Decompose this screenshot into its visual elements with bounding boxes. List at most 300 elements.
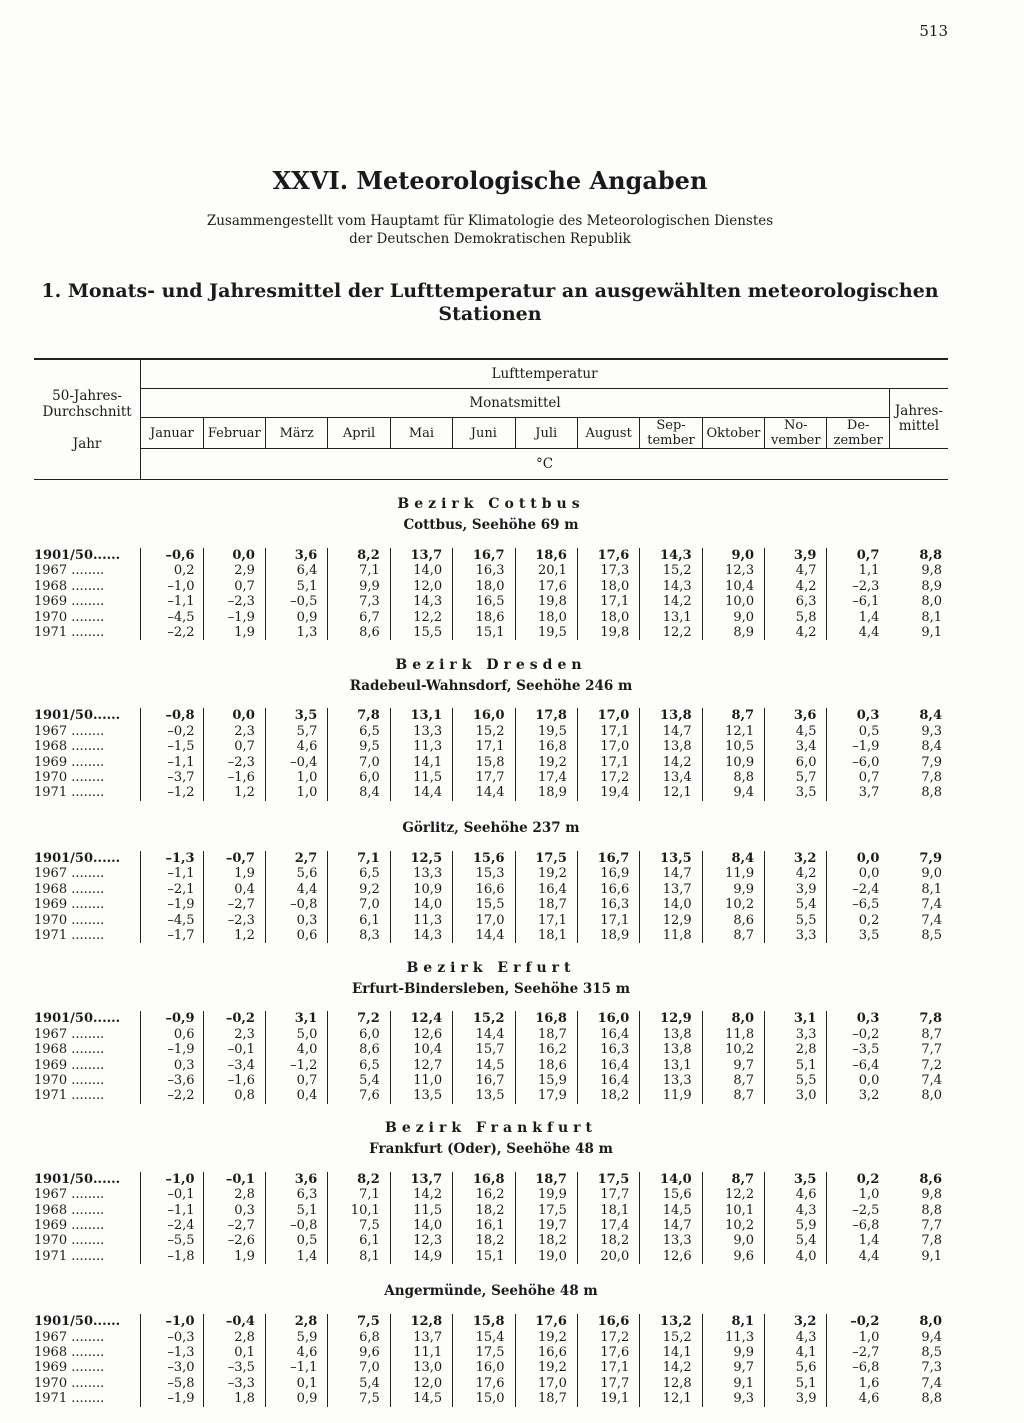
month-value-cell: 17,5 bbox=[515, 1203, 577, 1218]
month-value-cell: 16,5 bbox=[453, 594, 515, 609]
table-row bbox=[34, 1027, 948, 1042]
annual-mean-cell: 8,8 bbox=[919, 548, 942, 563]
month-value-cell: 14,2 bbox=[640, 1360, 702, 1375]
month-value-cell: 18,7 bbox=[515, 1172, 577, 1187]
unit-header: °C bbox=[141, 449, 948, 480]
table-row bbox=[34, 708, 948, 723]
station-row bbox=[34, 676, 948, 708]
month-value-cell: 16,8 bbox=[515, 1011, 577, 1026]
month-value-cell: –2,7 bbox=[203, 897, 265, 912]
month-value-cell: 16,3 bbox=[577, 1042, 639, 1057]
month-value-cell: –0,1 bbox=[203, 1172, 265, 1187]
page-number: 513 bbox=[919, 22, 948, 40]
month-value-cell: 1,2 bbox=[203, 785, 265, 800]
month-value-cell: 16,6 bbox=[453, 882, 515, 897]
year-header-line-2: Durchschnitt bbox=[42, 403, 132, 420]
month-value-cell: 7,5 bbox=[328, 1218, 390, 1233]
month-value-cell: 1,1 bbox=[827, 563, 889, 578]
month-value-cell: 8,7 bbox=[702, 1172, 764, 1187]
station-row bbox=[34, 1264, 948, 1314]
table-row bbox=[34, 739, 948, 754]
month-value-cell: –1,1 bbox=[167, 866, 195, 882]
month-value-cell: –6,0 bbox=[827, 755, 889, 770]
month-value-cell: 12,1 bbox=[640, 785, 702, 800]
month-value-cell: 16,7 bbox=[453, 1073, 515, 1088]
month-value-cell: –1,9 bbox=[167, 1042, 195, 1058]
table-row bbox=[34, 897, 948, 912]
table-row bbox=[34, 1172, 948, 1187]
month-value-cell: 14,0 bbox=[390, 897, 452, 912]
month-value-cell: 12,8 bbox=[640, 1376, 702, 1391]
table-row bbox=[34, 1042, 948, 1057]
month-header-line-1: Mai bbox=[408, 425, 435, 441]
annual-mean-cell: 7,8 bbox=[921, 770, 942, 786]
month-value-cell: 13,2 bbox=[640, 1314, 702, 1329]
table-row bbox=[34, 1360, 948, 1375]
month-header-line-1: Juni bbox=[470, 425, 497, 441]
month-value-cell: 14,3 bbox=[640, 548, 702, 563]
month-value-cell: 19,0 bbox=[515, 1249, 577, 1264]
month-header bbox=[640, 418, 702, 449]
table-row bbox=[34, 928, 948, 943]
month-value-cell: 3,1 bbox=[265, 1011, 327, 1026]
month-value-cell: 18,0 bbox=[453, 579, 515, 594]
month-value-cell: 12,2 bbox=[702, 1187, 764, 1202]
month-value-cell: 0,5 bbox=[265, 1233, 327, 1248]
month-value-cell: –3,3 bbox=[203, 1376, 265, 1391]
month-value-cell: 8,9 bbox=[702, 625, 764, 640]
month-value-cell: 8,1 bbox=[328, 1249, 390, 1264]
month-value-cell: 8,7 bbox=[702, 928, 764, 943]
month-value-cell: 17,5 bbox=[577, 1172, 639, 1187]
month-value-cell: 18,2 bbox=[453, 1203, 515, 1218]
month-value-cell: 0,7 bbox=[265, 1073, 327, 1088]
month-value-cell: 1,4 bbox=[827, 1233, 889, 1248]
month-value-cell: –2,1 bbox=[167, 881, 195, 897]
month-value-cell: 2,8 bbox=[265, 1314, 327, 1329]
annual-mean-cell: 7,3 bbox=[921, 1360, 942, 1376]
month-value-cell: –3,5 bbox=[827, 1042, 889, 1057]
month-value-cell: –0,6 bbox=[165, 548, 195, 563]
month-value-cell: 0,3 bbox=[265, 913, 327, 928]
month-value-cell: 20,0 bbox=[577, 1249, 639, 1264]
station-heading: Radebeul-Wahnsdorf, Seehöhe 246 m bbox=[349, 677, 633, 694]
month-value-cell: 13,3 bbox=[390, 866, 452, 881]
month-value-cell: 12,9 bbox=[640, 1011, 702, 1026]
month-value-cell: 17,5 bbox=[453, 1345, 515, 1360]
month-value-cell: 3,6 bbox=[265, 548, 327, 563]
month-value-cell: 8,0 bbox=[702, 1011, 764, 1026]
year-cell: 1901/50...... bbox=[34, 1172, 141, 1187]
month-value-cell: 4,2 bbox=[765, 866, 827, 881]
month-value-cell: 16,4 bbox=[577, 1027, 639, 1042]
year-cell: 1901/50...... bbox=[34, 1011, 141, 1026]
month-value-cell: 14,7 bbox=[640, 1218, 702, 1233]
month-value-cell: 0,8 bbox=[203, 1088, 265, 1103]
month-value-cell: 1,4 bbox=[265, 1249, 327, 1264]
jahresmittel-header bbox=[889, 389, 948, 449]
month-value-cell: 13,7 bbox=[390, 1330, 452, 1345]
subtitle-line-2: der Deutschen Demokratischen Republik bbox=[349, 231, 631, 247]
month-value-cell: 1,8 bbox=[203, 1391, 265, 1406]
month-value-cell: 13,7 bbox=[640, 882, 702, 897]
month-value-cell: 18,2 bbox=[577, 1088, 639, 1103]
month-value-cell: 14,3 bbox=[390, 594, 452, 609]
month-value-cell: 5,6 bbox=[765, 1360, 827, 1375]
month-value-cell: 6,3 bbox=[765, 594, 827, 609]
month-value-cell: 0,0 bbox=[203, 708, 265, 723]
month-value-cell: 16,2 bbox=[515, 1042, 577, 1057]
month-value-cell: 13,1 bbox=[640, 610, 702, 625]
month-header bbox=[515, 418, 577, 449]
annual-mean-cell: 8,1 bbox=[921, 609, 942, 625]
month-header-line-2: vember bbox=[770, 433, 821, 448]
month-value-cell: 10,4 bbox=[702, 579, 764, 594]
annual-mean-cell: 7,4 bbox=[921, 1375, 942, 1391]
annual-mean-cell: 8,8 bbox=[921, 1391, 942, 1407]
month-value-cell: 16,2 bbox=[453, 1187, 515, 1202]
month-value-cell: 1,3 bbox=[265, 625, 327, 640]
month-value-cell: 4,0 bbox=[765, 1249, 827, 1264]
month-value-cell: 5,0 bbox=[265, 1027, 327, 1042]
month-value-cell: 5,1 bbox=[765, 1376, 827, 1391]
month-value-cell: 12,5 bbox=[390, 851, 452, 866]
section-title-line-1: 1. Monats- und Jahresmittel der Lufttemperatur an ausgewählten meteorologischen bbox=[41, 280, 939, 302]
table-row bbox=[34, 724, 948, 739]
month-value-cell: 8,1 bbox=[702, 1314, 764, 1329]
month-value-cell: 11,3 bbox=[390, 739, 452, 754]
station-heading: Görlitz, Seehöhe 237 m bbox=[402, 820, 580, 837]
month-value-cell: 4,6 bbox=[265, 1345, 327, 1360]
month-value-cell: 10,9 bbox=[702, 755, 764, 770]
annual-mean-cell: 8,0 bbox=[921, 594, 942, 610]
month-value-cell: 8,6 bbox=[702, 913, 764, 928]
month-value-cell: 13,8 bbox=[640, 1027, 702, 1042]
month-value-cell: 8,2 bbox=[328, 1172, 390, 1187]
month-value-cell: 14,4 bbox=[453, 785, 515, 800]
month-value-cell: 16,4 bbox=[577, 1073, 639, 1088]
month-header bbox=[827, 418, 889, 449]
month-value-cell: 0,7 bbox=[827, 548, 889, 563]
table-row bbox=[34, 548, 948, 563]
table-row bbox=[34, 755, 948, 770]
month-value-cell: 17,6 bbox=[577, 548, 639, 563]
month-value-cell: 19,8 bbox=[577, 625, 639, 640]
month-value-cell: 0,2 bbox=[827, 913, 889, 928]
month-value-cell: 1,6 bbox=[827, 1376, 889, 1391]
month-header-line-1: De- bbox=[846, 418, 870, 433]
month-value-cell: 16,4 bbox=[577, 1058, 639, 1073]
month-value-cell: 17,0 bbox=[515, 1376, 577, 1391]
month-value-cell: 14,4 bbox=[453, 1027, 515, 1042]
year-cell: 1967 ........ bbox=[34, 866, 141, 881]
month-value-cell: 13,0 bbox=[390, 1360, 452, 1375]
year-column-header bbox=[34, 359, 141, 480]
month-value-cell: 14,5 bbox=[640, 1203, 702, 1218]
annual-mean-cell: 7,4 bbox=[921, 1072, 942, 1088]
month-value-cell: 6,1 bbox=[328, 1233, 390, 1248]
month-value-cell: 9,7 bbox=[702, 1058, 764, 1073]
month-value-cell: 16,4 bbox=[515, 882, 577, 897]
month-value-cell: 13,3 bbox=[390, 724, 452, 739]
table-row bbox=[34, 851, 948, 866]
month-value-cell: 2,3 bbox=[203, 1027, 265, 1042]
month-value-cell: 9,0 bbox=[702, 1233, 764, 1248]
month-value-cell: 17,1 bbox=[577, 1360, 639, 1375]
month-value-cell: 3,5 bbox=[765, 785, 827, 800]
month-value-cell: 15,4 bbox=[453, 1330, 515, 1345]
annual-mean-cell: 7,9 bbox=[919, 850, 942, 866]
month-value-cell: 0,9 bbox=[265, 610, 327, 625]
month-value-cell: 3,1 bbox=[765, 1011, 827, 1026]
month-value-cell: 7,1 bbox=[328, 851, 390, 866]
section-title bbox=[0, 280, 980, 326]
table-row bbox=[34, 610, 948, 625]
month-value-cell: 9,2 bbox=[328, 882, 390, 897]
month-value-cell: 3,5 bbox=[265, 708, 327, 723]
bezirk-heading: Bezirk Dresden bbox=[395, 656, 587, 673]
month-value-cell: 18,9 bbox=[515, 785, 577, 800]
year-cell: 1968 ........ bbox=[34, 882, 141, 897]
month-value-cell: 4,6 bbox=[827, 1391, 889, 1406]
month-value-cell: –1,7 bbox=[167, 927, 195, 943]
month-header-row bbox=[34, 418, 948, 449]
month-value-cell: –0,2 bbox=[203, 1011, 265, 1026]
month-value-cell: 10,1 bbox=[328, 1203, 390, 1218]
month-value-cell: –2,3 bbox=[827, 579, 889, 594]
bezirk-row bbox=[34, 943, 948, 979]
month-value-cell: 7,5 bbox=[328, 1391, 390, 1406]
annual-mean-cell: 9,3 bbox=[921, 723, 942, 739]
month-value-cell: 12,7 bbox=[390, 1058, 452, 1073]
jahresmittel-line-1: Jahres- bbox=[894, 402, 943, 419]
year-cell: 1971 ........ bbox=[34, 1249, 141, 1264]
month-value-cell: –0,8 bbox=[265, 897, 327, 912]
month-value-cell: 14,2 bbox=[640, 755, 702, 770]
month-value-cell: 8,7 bbox=[702, 708, 764, 723]
month-value-cell: 19,2 bbox=[515, 755, 577, 770]
month-value-cell: 12,9 bbox=[640, 913, 702, 928]
month-value-cell: –2,7 bbox=[827, 1345, 889, 1360]
year-cell: 1969 ........ bbox=[34, 755, 141, 770]
month-header bbox=[390, 418, 452, 449]
month-value-cell: 15,7 bbox=[453, 1042, 515, 1057]
month-value-cell: 12,1 bbox=[702, 724, 764, 739]
month-header bbox=[453, 418, 515, 449]
month-header bbox=[141, 418, 203, 449]
month-value-cell: 6,4 bbox=[265, 563, 327, 578]
month-value-cell: 0,3 bbox=[203, 1203, 265, 1218]
table-body bbox=[34, 480, 948, 1407]
month-value-cell: 14,7 bbox=[640, 724, 702, 739]
table-row bbox=[34, 882, 948, 897]
month-value-cell: 14,3 bbox=[640, 579, 702, 594]
month-value-cell: 14,2 bbox=[640, 594, 702, 609]
month-value-cell: 12,0 bbox=[390, 1376, 452, 1391]
month-value-cell: –1,2 bbox=[265, 1058, 327, 1073]
month-value-cell: 17,5 bbox=[515, 851, 577, 866]
month-value-cell: 10,2 bbox=[702, 897, 764, 912]
table-row bbox=[34, 1073, 948, 1088]
month-value-cell: 18,2 bbox=[515, 1233, 577, 1248]
month-value-cell: 13,5 bbox=[640, 851, 702, 866]
month-value-cell: 11,3 bbox=[390, 913, 452, 928]
month-value-cell: 19,2 bbox=[515, 1360, 577, 1375]
month-value-cell: 11,8 bbox=[640, 928, 702, 943]
station-row bbox=[34, 516, 948, 548]
month-value-cell: –1,3 bbox=[165, 850, 195, 866]
year-cell: 1967 ........ bbox=[34, 1187, 141, 1202]
month-value-cell: 13,8 bbox=[640, 739, 702, 754]
month-value-cell: 16,6 bbox=[577, 1314, 639, 1329]
table-row bbox=[34, 563, 948, 578]
month-value-cell: 17,6 bbox=[577, 1345, 639, 1360]
month-value-cell: 4,2 bbox=[765, 625, 827, 640]
month-value-cell: 16,3 bbox=[577, 897, 639, 912]
month-value-cell: 14,5 bbox=[390, 1391, 452, 1406]
month-value-cell: 5,1 bbox=[265, 579, 327, 594]
table-row bbox=[34, 1187, 948, 1202]
month-value-cell: 14,0 bbox=[640, 897, 702, 912]
month-value-cell: 0,7 bbox=[203, 579, 265, 594]
month-value-cell: –0,9 bbox=[165, 1011, 195, 1027]
month-value-cell: 0,1 bbox=[203, 1345, 265, 1360]
month-value-cell: 18,0 bbox=[577, 579, 639, 594]
month-value-cell: –5,8 bbox=[167, 1375, 195, 1391]
month-value-cell: –2,6 bbox=[203, 1233, 265, 1248]
month-header-line-2: zember bbox=[833, 433, 883, 448]
month-header bbox=[577, 418, 639, 449]
month-value-cell: 0,0 bbox=[827, 851, 889, 866]
month-value-cell: 11,8 bbox=[702, 1027, 764, 1042]
month-value-cell: 18,9 bbox=[577, 928, 639, 943]
month-header-line-1: Januar bbox=[150, 425, 194, 441]
month-value-cell: 0,3 bbox=[173, 1057, 195, 1073]
month-value-cell: 13,3 bbox=[640, 1073, 702, 1088]
bezirk-row bbox=[34, 480, 948, 517]
month-value-cell: –1,9 bbox=[167, 1391, 195, 1407]
month-value-cell: 3,0 bbox=[765, 1088, 827, 1103]
station-row bbox=[34, 979, 948, 1011]
year-cell: 1969 ........ bbox=[34, 1058, 141, 1073]
month-value-cell: –6,8 bbox=[827, 1360, 889, 1375]
month-value-cell: 10,5 bbox=[702, 739, 764, 754]
month-value-cell: 3,6 bbox=[765, 708, 827, 723]
month-value-cell: 11,3 bbox=[702, 1330, 764, 1345]
month-value-cell: 15,1 bbox=[453, 625, 515, 640]
month-value-cell: 13,1 bbox=[390, 708, 452, 723]
month-value-cell: 18,0 bbox=[577, 610, 639, 625]
year-cell: 1969 ........ bbox=[34, 897, 141, 912]
year-cell: 1969 ........ bbox=[34, 1360, 141, 1375]
month-value-cell: 4,6 bbox=[765, 1187, 827, 1202]
month-value-cell: 11,9 bbox=[702, 866, 764, 881]
temperature-table bbox=[34, 358, 948, 1407]
month-value-cell: 4,3 bbox=[765, 1203, 827, 1218]
month-value-cell: 18,6 bbox=[453, 610, 515, 625]
month-value-cell: 17,2 bbox=[577, 770, 639, 785]
year-cell: 1967 ........ bbox=[34, 563, 141, 578]
month-value-cell: –2,4 bbox=[827, 882, 889, 897]
year-cell: 1968 ........ bbox=[34, 1345, 141, 1360]
month-value-cell: –0,2 bbox=[167, 723, 195, 739]
month-value-cell: 0,1 bbox=[265, 1376, 327, 1391]
month-value-cell: 17,0 bbox=[577, 708, 639, 723]
month-value-cell: 4,1 bbox=[765, 1345, 827, 1360]
month-value-cell: 18,7 bbox=[515, 897, 577, 912]
annual-mean-cell: 9,8 bbox=[921, 1187, 942, 1203]
month-value-cell: –1,8 bbox=[167, 1248, 195, 1264]
table-row bbox=[34, 1218, 948, 1233]
month-value-cell: 15,6 bbox=[453, 851, 515, 866]
month-value-cell: –2,3 bbox=[203, 913, 265, 928]
month-value-cell: 0,4 bbox=[203, 882, 265, 897]
month-value-cell: 3,4 bbox=[765, 739, 827, 754]
month-value-cell: 5,7 bbox=[765, 770, 827, 785]
month-value-cell: 17,3 bbox=[577, 563, 639, 578]
month-value-cell: 9,0 bbox=[702, 548, 764, 563]
month-value-cell: 17,7 bbox=[577, 1376, 639, 1391]
month-value-cell: 6,0 bbox=[328, 770, 390, 785]
month-value-cell: 9,6 bbox=[328, 1345, 390, 1360]
month-value-cell: 19,5 bbox=[515, 724, 577, 739]
month-value-cell: 2,3 bbox=[203, 724, 265, 739]
month-value-cell: 14,4 bbox=[453, 928, 515, 943]
annual-mean-cell: 8,8 bbox=[921, 1202, 942, 1218]
month-value-cell: –0,7 bbox=[203, 851, 265, 866]
month-value-cell: 4,4 bbox=[827, 625, 889, 640]
month-value-cell: 14,1 bbox=[390, 755, 452, 770]
table-header bbox=[34, 359, 948, 480]
month-value-cell: –1,1 bbox=[167, 594, 195, 610]
month-value-cell: 12,6 bbox=[390, 1027, 452, 1042]
month-value-cell: 0,0 bbox=[827, 866, 889, 881]
month-value-cell: 5,9 bbox=[765, 1218, 827, 1233]
month-value-cell: 13,8 bbox=[640, 708, 702, 723]
annual-mean-cell: 9,0 bbox=[921, 866, 942, 882]
month-header bbox=[328, 418, 390, 449]
month-value-cell: –1,9 bbox=[827, 739, 889, 754]
annual-mean-cell: 8,1 bbox=[921, 881, 942, 897]
month-value-cell: 1,9 bbox=[203, 625, 265, 640]
month-value-cell: 1,4 bbox=[827, 610, 889, 625]
month-value-cell: 9,3 bbox=[702, 1391, 764, 1406]
annual-mean-cell: 8,5 bbox=[921, 927, 942, 943]
month-value-cell: 15,9 bbox=[515, 1073, 577, 1088]
month-value-cell: 7,1 bbox=[328, 563, 390, 578]
year-cell: 1967 ........ bbox=[34, 1027, 141, 1042]
monatsmittel-header: Monatsmittel bbox=[141, 389, 890, 418]
month-value-cell: 13,1 bbox=[640, 1058, 702, 1073]
month-value-cell: 11,1 bbox=[390, 1345, 452, 1360]
month-value-cell: 6,0 bbox=[328, 1027, 390, 1042]
month-value-cell: 17,6 bbox=[515, 579, 577, 594]
month-value-cell: 1,9 bbox=[203, 866, 265, 881]
month-value-cell: 3,5 bbox=[827, 928, 889, 943]
year-cell: 1901/50...... bbox=[34, 548, 141, 563]
month-value-cell: 12,4 bbox=[390, 1011, 452, 1026]
month-value-cell: 15,2 bbox=[453, 1011, 515, 1026]
month-value-cell: 16,8 bbox=[453, 1172, 515, 1187]
month-value-cell: 19,4 bbox=[577, 785, 639, 800]
month-value-cell: 2,8 bbox=[765, 1042, 827, 1057]
month-value-cell: 16,0 bbox=[577, 1011, 639, 1026]
month-value-cell: 13,5 bbox=[390, 1088, 452, 1103]
year-cell: 1970 ........ bbox=[34, 610, 141, 625]
station-heading: Erfurt-Bindersleben, Seehöhe 315 m bbox=[351, 980, 631, 997]
month-value-cell: –2,3 bbox=[203, 755, 265, 770]
month-value-cell: 7,6 bbox=[328, 1088, 390, 1103]
